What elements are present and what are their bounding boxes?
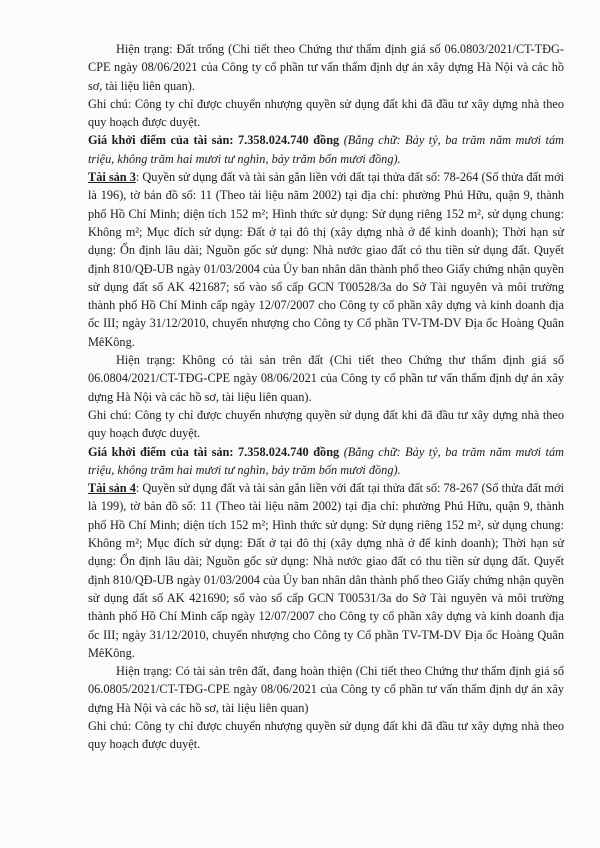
asset4-description: : Quyền sử dụng đất và tài sản gắn liền với đất tại thửa đất số: 78-267 (Số thửa đất mới là 199), tờ bản đồ số: 11 (Theo tài liệu năm 2002) tại địa chỉ: phường Phú Hữu, quận 9, thành phố Hồ Chí Minh; diện tích 152 m²; Hình thức sử dụng: Sử dụng riêng 152 m², sử dụng chung: Không m²; Mục đích sử dụng: Đất ở tại đô thị (xây dựng nhà ở để kinh doanh); Thời hạn sử dụng: Ổn định lâu dài; Nguồn gốc sử dụng: Nhà nước giao đất có thu tiền sử dụng đất. Quyết định 810/QĐ-UB ngày 01/03/2004 của Ủy ban nhân dân thành phố theo Giấy chứng nhận quyền sử dụng đất số AK 421690; số vào sổ cấp GCN T00531/3a do Sở Tài nguyên và môi trường thành phố Hồ Chí Minh cấp ngày 12/07/2007 cho Công ty cổ phần xây dựng và kinh doanh địa ốc III; ngày 31/12/2010, chuyển nhượng cho Công ty Cổ phần TV-TM-DV Địa ốc Hoàng Quân MêKông. (88, 481, 564, 660)
asset3-current-status: Hiện trạng: Không có tài sản trên đất (Chi tiết theo Chứng thư thẩm định giá số 06.0804/2021/CT-TĐG-CPE ngày 08/06/2021 của Công ty cổ phần tư vấn thẩm định dự án xây dựng Hà Nội và các hồ sơ, tài liệu liên quan). (88, 353, 564, 404)
block1-current-status: Hiện trạng: Đất trống (Chi tiết theo Chứng thư thẩm định giá số 06.0803/2021/CT-TĐG-CPE ngày 08/06/2021 của Công ty cổ phần tư vấn thẩm định dự án xây dựng Hà Nội và các hồ sơ, tài liệu liên quan). (88, 42, 564, 93)
asset3-description: : Quyền sử dụng đất và tài sản gắn liền với đất tại thửa đất số: 78-264 (Số thửa đất mới là 196), tờ bản đồ số: 11 (Theo tài liệu năm 2002) tại địa chỉ: phường Phú Hữu, quận 9, thành phố Hồ Chí Minh; diện tích 152 m²; Hình thức sử dụng: Sử dụng riêng 152 m², sử dụng chung: Không m²; Mục đích sử dụng: Đất ở tại đô thị (xây dựng nhà ở để kinh doanh); Thời hạn sử dụng: Ổn định lâu dài; Nguồn gốc sử dụng: Nhà nước giao đất có thu tiền sử dụng đất. Quyết định 810/QĐ-UB ngày 01/03/2004 của Ủy ban nhân dân thành phố theo Giấy chứng nhận quyền sử dụng đất số AK 421687; số vào sổ cấp GCN T00528/3a do Sở Tài nguyên và môi trường thành phố Hồ Chí Minh cấp ngày 12/07/2007 cho Công ty cổ phần xây dựng và kinh doanh địa ốc III; ngày 31/12/2010, chuyển nhượng cho Công ty Cổ phần TV-TM-DV Địa ốc Hoàng Quân MêKông. (88, 170, 564, 349)
asset3-description-paragraph (88, 168, 564, 351)
block1-note: Ghi chú: Công ty chỉ được chuyển nhượng quyền sử dụng đất khi đã đầu tư xây dựng nhà theo quy hoạch được duyệt. (88, 96, 564, 130)
block1-starting-price (88, 131, 564, 168)
block1-price-label: Giá khởi điểm của tài sản: 7.358.024.740 đồng (88, 133, 340, 148)
asset3-price-words: (Bằng chữ: Bảy tỷ, ba trăm năm mươi tám triệu, không trăm hai mươi tư nghìn, bảy trăm bốn mươi đồng). (88, 444, 564, 477)
document-body (88, 40, 564, 754)
asset3-label: Tài sản 3 (88, 170, 136, 185)
asset4-label: Tài sản 4 (88, 481, 136, 496)
asset3-starting-price (88, 443, 564, 480)
asset3-note: Ghi chú: Công ty chỉ được chuyển nhượng quyền sử dụng đất khi đã đầu tư xây dựng nhà theo quy hoạch được duyệt. (88, 407, 564, 441)
asset4-current-status: Hiện trạng: Có tài sản trên đất, đang hoàn thiện (Chi tiết theo Chứng thư thẩm định giá số 06.0805/2021/CT-TĐG-CPE ngày 08/06/2021 của Công ty cổ phần tư vấn thẩm định dự án xây dựng Hà Nội và các hồ sơ, tài liệu liên quan) (88, 664, 564, 715)
asset3-price-label: Giá khởi điểm của tài sản: 7.358.024.740 đồng (88, 444, 340, 459)
asset4-note: Ghi chú: Công ty chỉ được chuyển nhượng quyền sử dụng đất khi đã đầu tư xây dựng nhà theo quy hoạch được duyệt. (88, 718, 564, 752)
block1-price-words: (Bằng chữ: Bảy tỷ, ba trăm năm mươi tám triệu, không trăm hai mươi tư nghìn, bảy trăm bốn mươi đồng). (88, 133, 564, 166)
asset4-description-paragraph (88, 479, 564, 662)
